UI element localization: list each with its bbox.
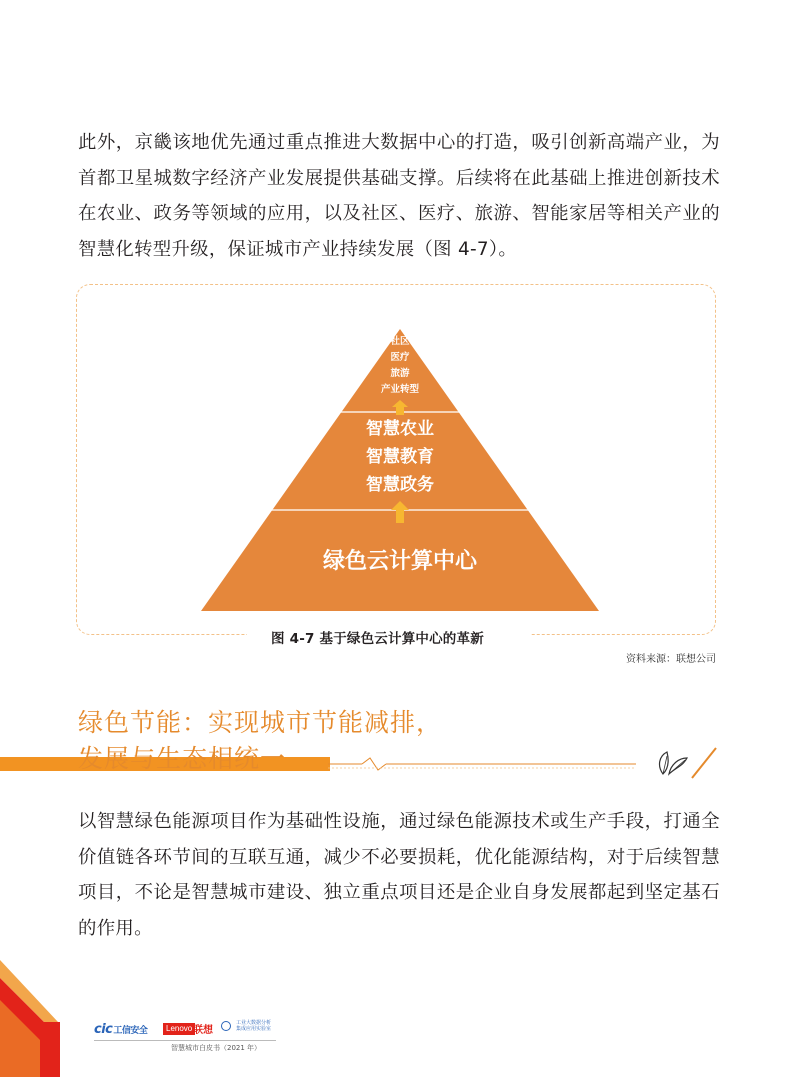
page-number: 40 bbox=[66, 996, 84, 1012]
section-heading-line2: 发展与生态相统一 bbox=[78, 744, 287, 773]
pyramid-middle-labels bbox=[330, 415, 470, 499]
pyramid-middle-label: 智慧教育 bbox=[366, 447, 434, 467]
heading-decoration bbox=[320, 742, 720, 782]
cic-logo-text: cic bbox=[94, 1022, 113, 1037]
pyramid-top-label: 医疗 bbox=[390, 352, 410, 363]
publication-title: 智慧城市白皮书（2021 年） bbox=[171, 1044, 262, 1052]
pyramid-top-labels bbox=[350, 334, 450, 398]
cic-logo bbox=[94, 1022, 147, 1037]
pyramid-middle-label: 智慧政务 bbox=[366, 475, 434, 495]
pyramid-top-label: 旅游 bbox=[390, 368, 410, 379]
footer-rule bbox=[94, 1040, 276, 1041]
lenovo-logo-cn: 联想 bbox=[193, 1025, 213, 1036]
pyramid-top-label: 社区 bbox=[390, 336, 410, 347]
corner-decoration bbox=[0, 960, 100, 1077]
lab-logo-text bbox=[236, 1020, 271, 1032]
pyramid-middle-label: 智慧农业 bbox=[366, 419, 434, 439]
lab-logo-icon bbox=[221, 1021, 231, 1031]
section-paragraph: 以智慧绿色能源项目作为基础性设施，通过绿色能源技术或生产手段，打通全价值链各环节间的互联互通，减少不必要损耗，优化能源结构，对于后续智慧项目，不论是智慧城市建设、独立重点项目还是企业自身发展都起到坚定基石的作用。 bbox=[78, 811, 720, 939]
figure-caption: 图 4-7 基于绿色云计算中心的革新 bbox=[271, 631, 484, 647]
leaf-icon bbox=[660, 752, 687, 774]
pyramid-top-label: 产业转型 bbox=[380, 384, 419, 395]
pyramid-base-label: 绿色云计算中心 bbox=[322, 549, 477, 574]
figure-source: 资料来源：联想公司 bbox=[626, 654, 716, 665]
lab-logo-line1: 工业大数据分析 bbox=[236, 1020, 272, 1026]
section-heading-line1: 绿色节能：实现城市节能减排， bbox=[78, 708, 443, 737]
lenovo-logo: Lenovo bbox=[163, 1023, 195, 1035]
intro-paragraph: 此外，京畿该地优先通过重点推进大数据中心的打造，吸引创新高端产业，为首都卫星城数字经济产业发展提供基础支撑。后续将在此基础上推进创新技术在农业、政务等领域的应用，以及社区、医疗、旅游、智能家居等相关产业的智慧化转型升级，保证城市产业持续发展（图 4-7）。 bbox=[78, 132, 720, 260]
lab-logo-line2: 集成应用实验室 bbox=[236, 1026, 272, 1032]
cic-logo-subtext: 工信安全 bbox=[113, 1026, 148, 1036]
